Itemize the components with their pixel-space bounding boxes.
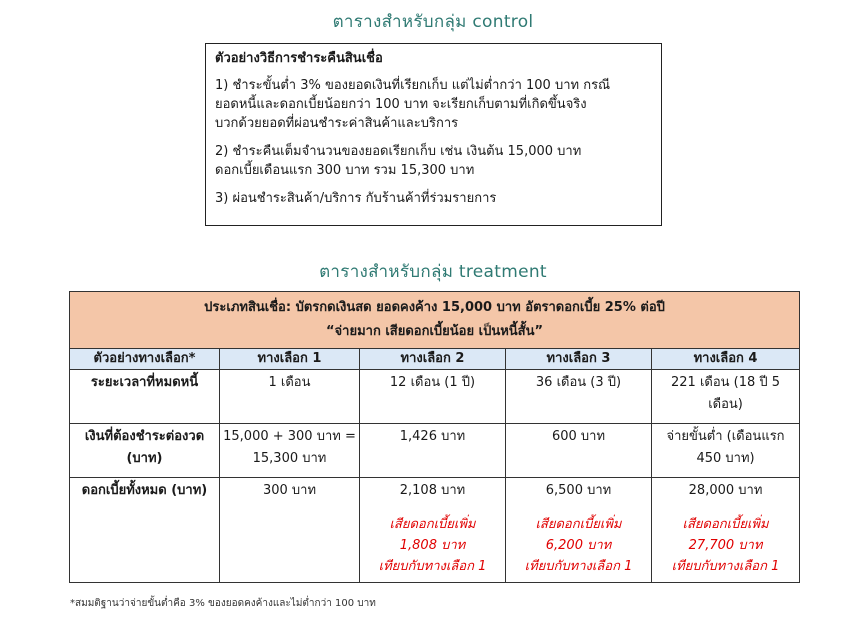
loan-type-banner — [70, 292, 800, 349]
extra-note-line: เสียดอกเบี้ยเพิ่ม — [389, 517, 476, 532]
interest-value: 2,108 บาท — [399, 483, 466, 498]
header-option-1: ทางเลือก 1 — [220, 349, 360, 370]
row-label-installment: เงินที่ต้องชำระต่องวด (บาท) — [70, 424, 220, 478]
extra-note-line: เทียบกับทางเลือก 1 — [524, 559, 633, 574]
control-option-1: 1) ชำระขั้นต่ำ 3% ของยอดเงินที่เรียกเก็บ แต่ไม่ต่ำกว่า 100 บาท กรณี ยอดหนี้และดอกเบี้ยน้อยกว่า 100 บาท จะเรียกเก็บตามที่เกิดขึ้นจริง บวกด้วยยอดที่ผ่อนชำระค่าสินค้าและบริการ — [215, 78, 611, 131]
extra-interest-note — [363, 514, 502, 577]
table-cell — [506, 478, 652, 583]
control-section-title: ตารางสำหรับกลุ่ม control — [332, 12, 534, 32]
treatment-table — [69, 291, 800, 583]
control-heading: ตัวอย่างวิธีการชำระคืนสินเชื่อ — [215, 51, 383, 66]
table-cell — [652, 478, 800, 583]
table-cell — [360, 478, 506, 583]
extra-note-amount: 27,700 บาท — [688, 538, 763, 553]
slogan: “จ่ายมาก เสียดอกเบี้ยน้อย เป็นหนี้สั้น” — [326, 324, 544, 339]
table-row — [70, 478, 800, 583]
extra-note-line: เทียบกับทางเลือก 1 — [671, 559, 780, 574]
table-row — [70, 370, 800, 424]
header-option-2: ทางเลือก 2 — [360, 349, 506, 370]
extra-interest-note — [655, 514, 796, 577]
treatment-section-title: ตารางสำหรับกลุ่ม treatment — [319, 262, 547, 282]
interest-value: 28,000 บาท — [688, 483, 763, 498]
table-cell: จ่ายขั้นต่ำ (เดือนแรก 450 บาท) — [652, 424, 800, 478]
header-example-options: ตัวอย่างทางเลือก* — [70, 349, 220, 370]
table-cell: 36 เดือน (3 ปี) — [506, 370, 652, 424]
table-cell: 1 เดือน — [220, 370, 360, 424]
extra-note-line: เสียดอกเบี้ยเพิ่ม — [535, 517, 622, 532]
extra-interest-note — [509, 514, 648, 577]
row-label-payoff-time: ระยะเวลาที่หมดหนี้ — [70, 370, 220, 424]
control-option-3: 3) ผ่อนชำระสินค้า/บริการ กับร้านค้าที่ร่วมรายการ — [215, 191, 497, 206]
row-label-total-interest: ดอกเบี้ยทั้งหมด (บาท) — [70, 478, 220, 583]
loan-type-description: ประเภทสินเชื่อ: บัตรกดเงินสด ยอดคงค้าง 15,000 บาท อัตราดอกเบี้ย 25% ต่อปี — [204, 300, 665, 315]
table-cell: 221 เดือน (18 ปี 5 เดือน) — [652, 370, 800, 424]
interest-value: 6,500 บาท — [545, 483, 612, 498]
control-option-2: 2) ชำระคืนเต็มจำนวนของยอดเรียกเก็บ เช่น เงินต้น 15,000 บาท ดอกเบี้ยเดือนแรก 300 บาท รวม 15,300 บาท — [215, 144, 582, 178]
header-option-3: ทางเลือก 3 — [506, 349, 652, 370]
interest-value: 300 บาท — [262, 483, 317, 498]
extra-note-amount: 1,808 บาท — [399, 538, 466, 553]
table-row — [70, 424, 800, 478]
table-cell — [220, 478, 360, 583]
extra-note-line: เสียดอกเบี้ยเพิ่ม — [682, 517, 769, 532]
table-cell: 15,000 + 300 บาท = 15,300 บาท — [220, 424, 360, 478]
extra-note-line: เทียบกับทางเลือก 1 — [378, 559, 487, 574]
table-cell: 600 บาท — [506, 424, 652, 478]
table-cell: 1,426 บาท — [360, 424, 506, 478]
table-cell: 12 เดือน (1 ปี) — [360, 370, 506, 424]
control-repayment-box — [205, 43, 662, 226]
header-option-4: ทางเลือก 4 — [652, 349, 800, 370]
footnote: *สมมติฐานว่าจ่ายขั้นต่ำคือ 3% ของยอดคงค้างและไม่ต่ำกว่า 100 บาท — [70, 598, 376, 609]
extra-note-amount: 6,200 บาท — [545, 538, 612, 553]
table-header-row — [70, 349, 800, 370]
